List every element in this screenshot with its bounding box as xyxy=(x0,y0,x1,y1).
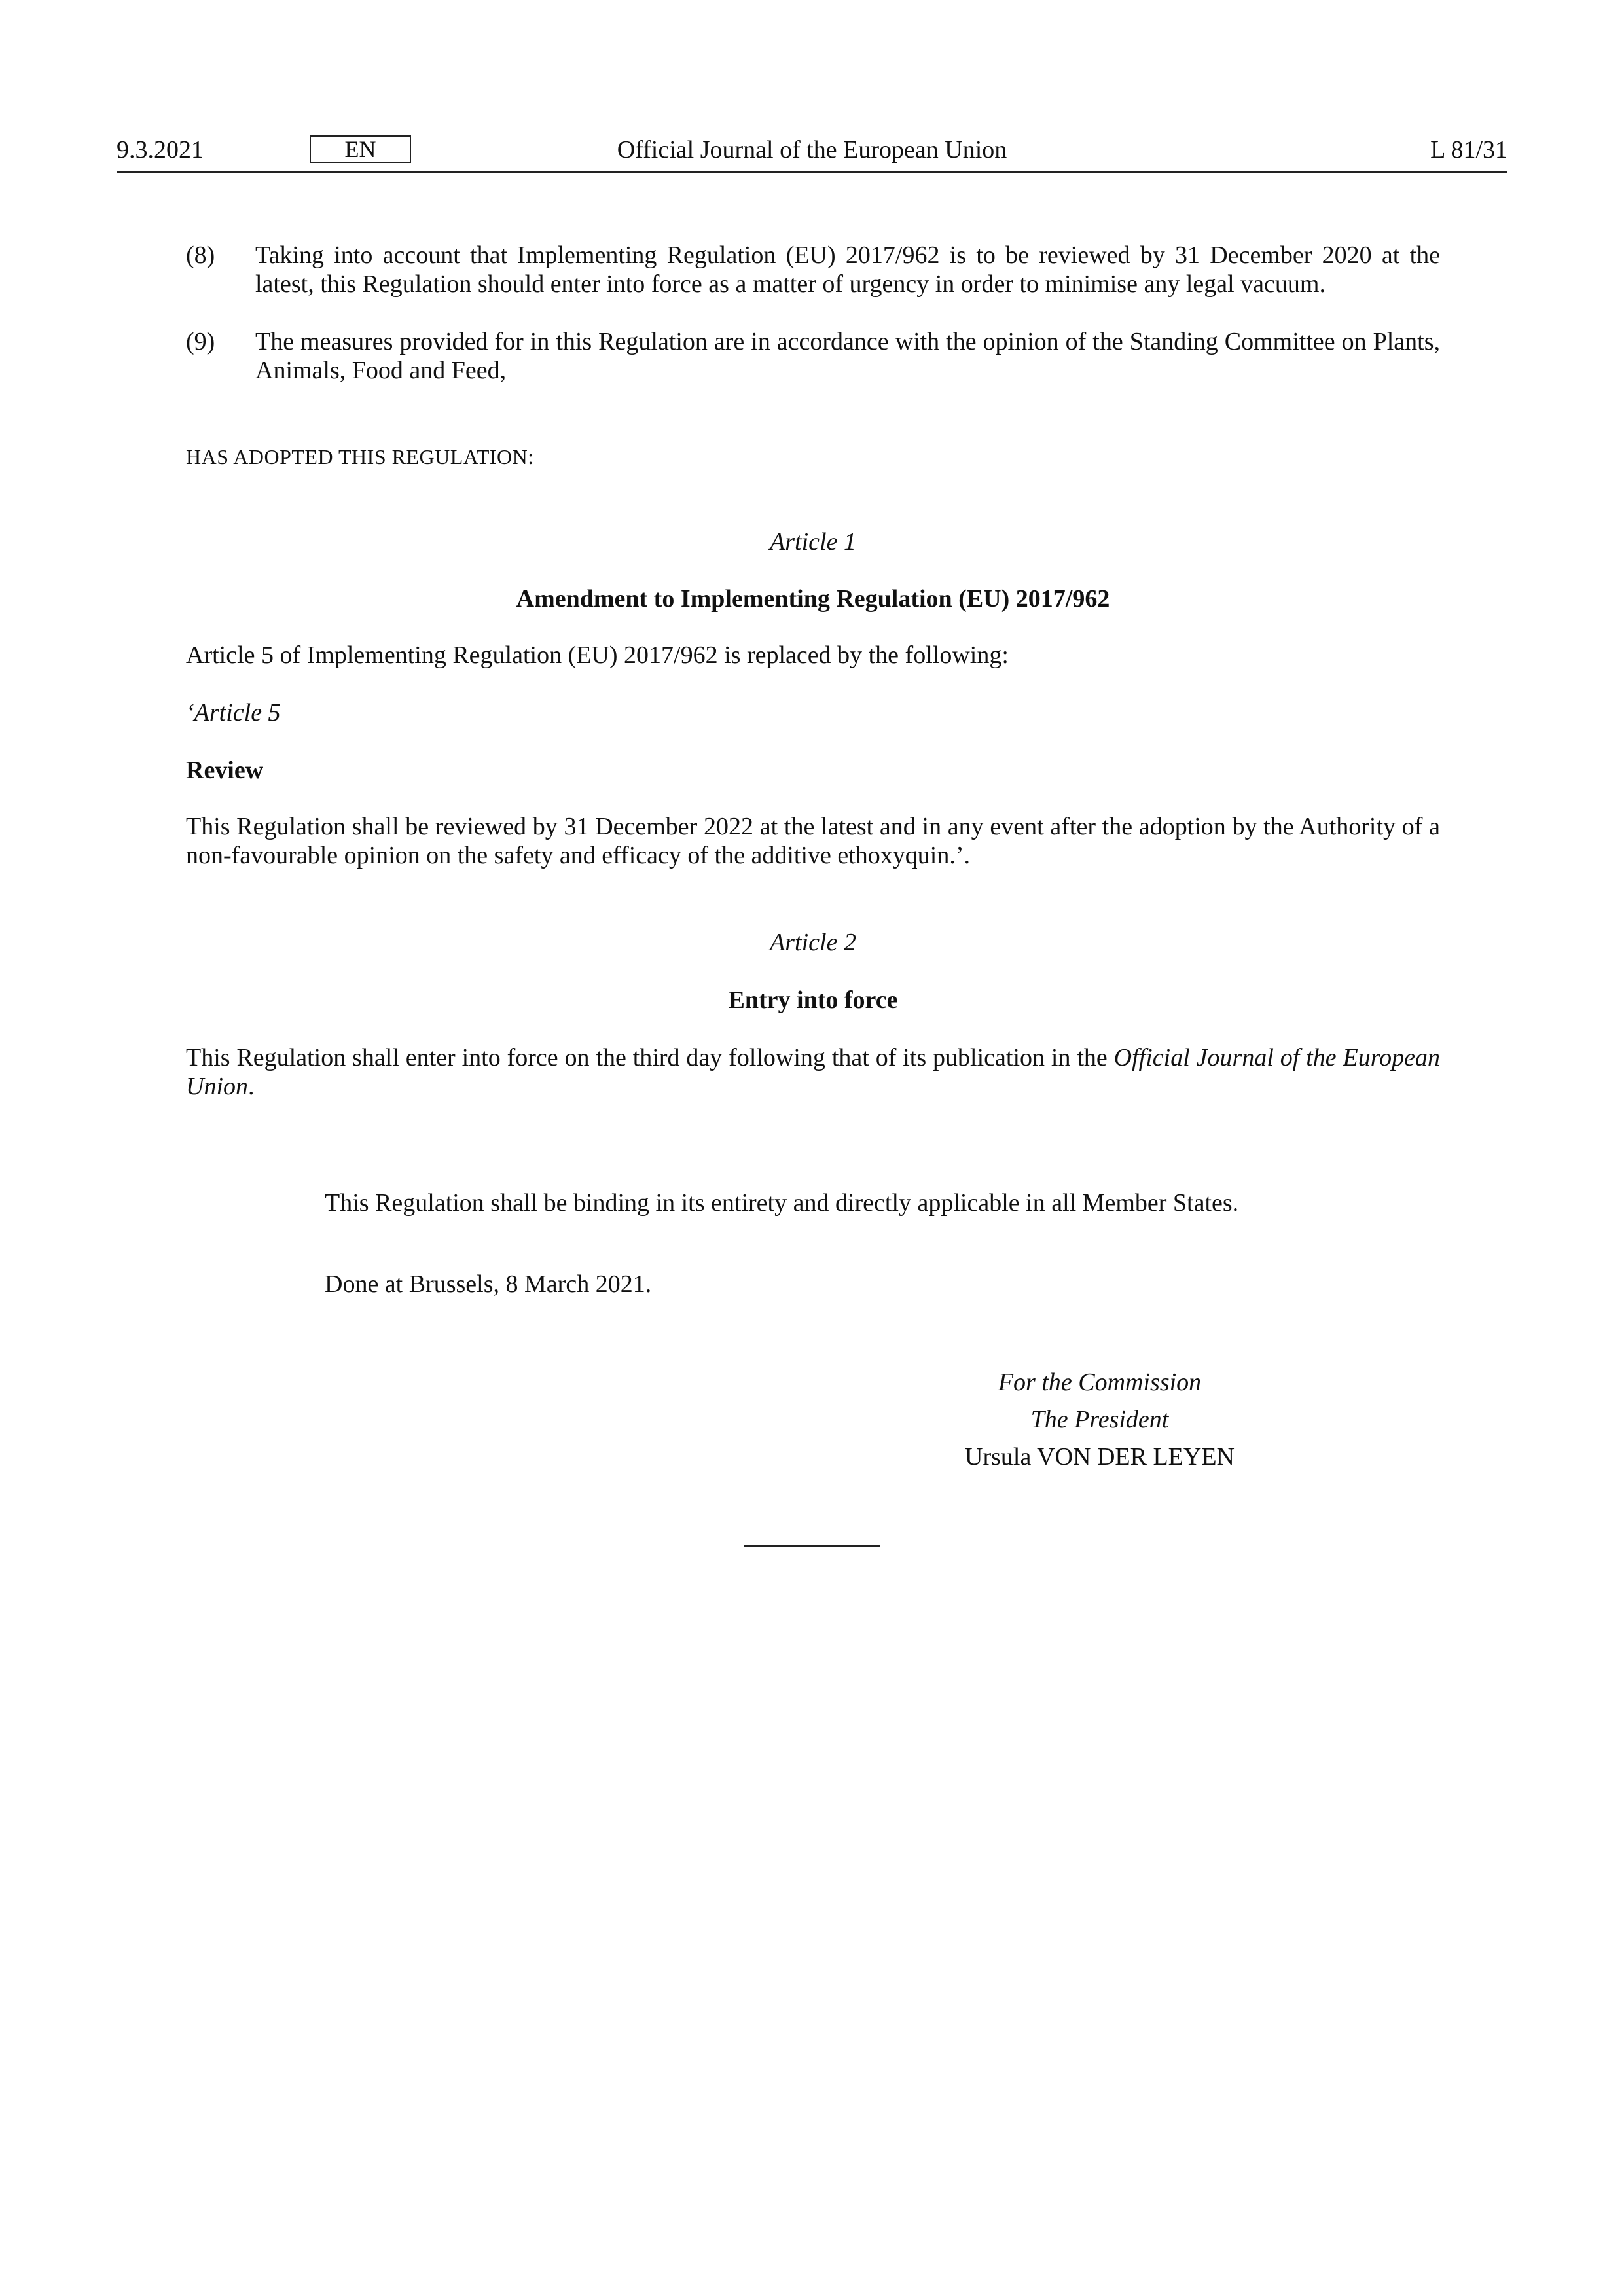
journal-reference: Official Journal of the European Union xyxy=(186,1044,1440,1100)
signature-for-line: For the Commission xyxy=(998,1369,1202,1396)
signatory-name: Ursula VON DER LEYEN xyxy=(965,1443,1235,1471)
signature-role: The President xyxy=(1030,1406,1169,1433)
recital-9 xyxy=(186,327,1440,385)
article-1-label: Article 1 xyxy=(770,528,856,556)
journal-title: Official Journal of the European Union xyxy=(617,136,1007,164)
done-at-statement: Done at Brussels, 8 March 2021. xyxy=(325,1270,652,1298)
publication-date: 9.3.2021 xyxy=(117,136,204,164)
quoted-article-title: Review xyxy=(186,757,264,784)
binding-statement: This Regulation shall be binding in its entirety and directly applicable in all Member States. xyxy=(325,1189,1239,1217)
adoption-statement: HAS ADOPTED THIS REGULATION: xyxy=(186,445,534,469)
article-2-text-start: This Regulation shall enter into force on the third day following that of its publication in the xyxy=(186,1044,1114,1071)
quoted-article-text: This Regulation shall be reviewed by 31 December 2022 at the latest and in any event after the adoption by the Authority of a non-favourable opinion on the safety and efficacy of the additive ethoxyquin.’. xyxy=(186,813,1440,869)
signature-block xyxy=(838,1364,1362,1476)
article-2-text-end: . xyxy=(248,1073,255,1100)
page-header xyxy=(117,128,1507,173)
end-of-document-rule xyxy=(744,1545,880,1547)
article-2-text xyxy=(186,1043,1440,1101)
recital-number: (8) xyxy=(186,242,215,269)
article-1-title: Amendment to Implementing Regulation (EU) 2017/962 xyxy=(516,585,1110,613)
quoted-article-label: ‘Article 5 xyxy=(186,699,281,726)
page-reference: L 81/31 xyxy=(1430,136,1507,164)
language-badge: EN xyxy=(310,135,411,163)
article-1-intro: Article 5 of Implementing Regulation (EU) 2017/962 is replaced by the following: xyxy=(186,641,1009,669)
recital-text: The measures provided for in this Regulation are in accordance with the opinion of the Standing Committee on Plants, Animals, Food and Feed, xyxy=(255,328,1440,384)
article-2-title: Entry into force xyxy=(728,986,898,1014)
recital-8 xyxy=(186,241,1440,298)
article-2-label: Article 2 xyxy=(770,929,856,956)
recital-number: (9) xyxy=(186,328,215,355)
recital-text: Taking into account that Implementing Regulation (EU) 2017/962 is to be reviewed by 31 December 2020 at the latest, this Regulation should enter into force as a matter of urgency in order to minimise any legal vacuum. xyxy=(255,242,1440,298)
